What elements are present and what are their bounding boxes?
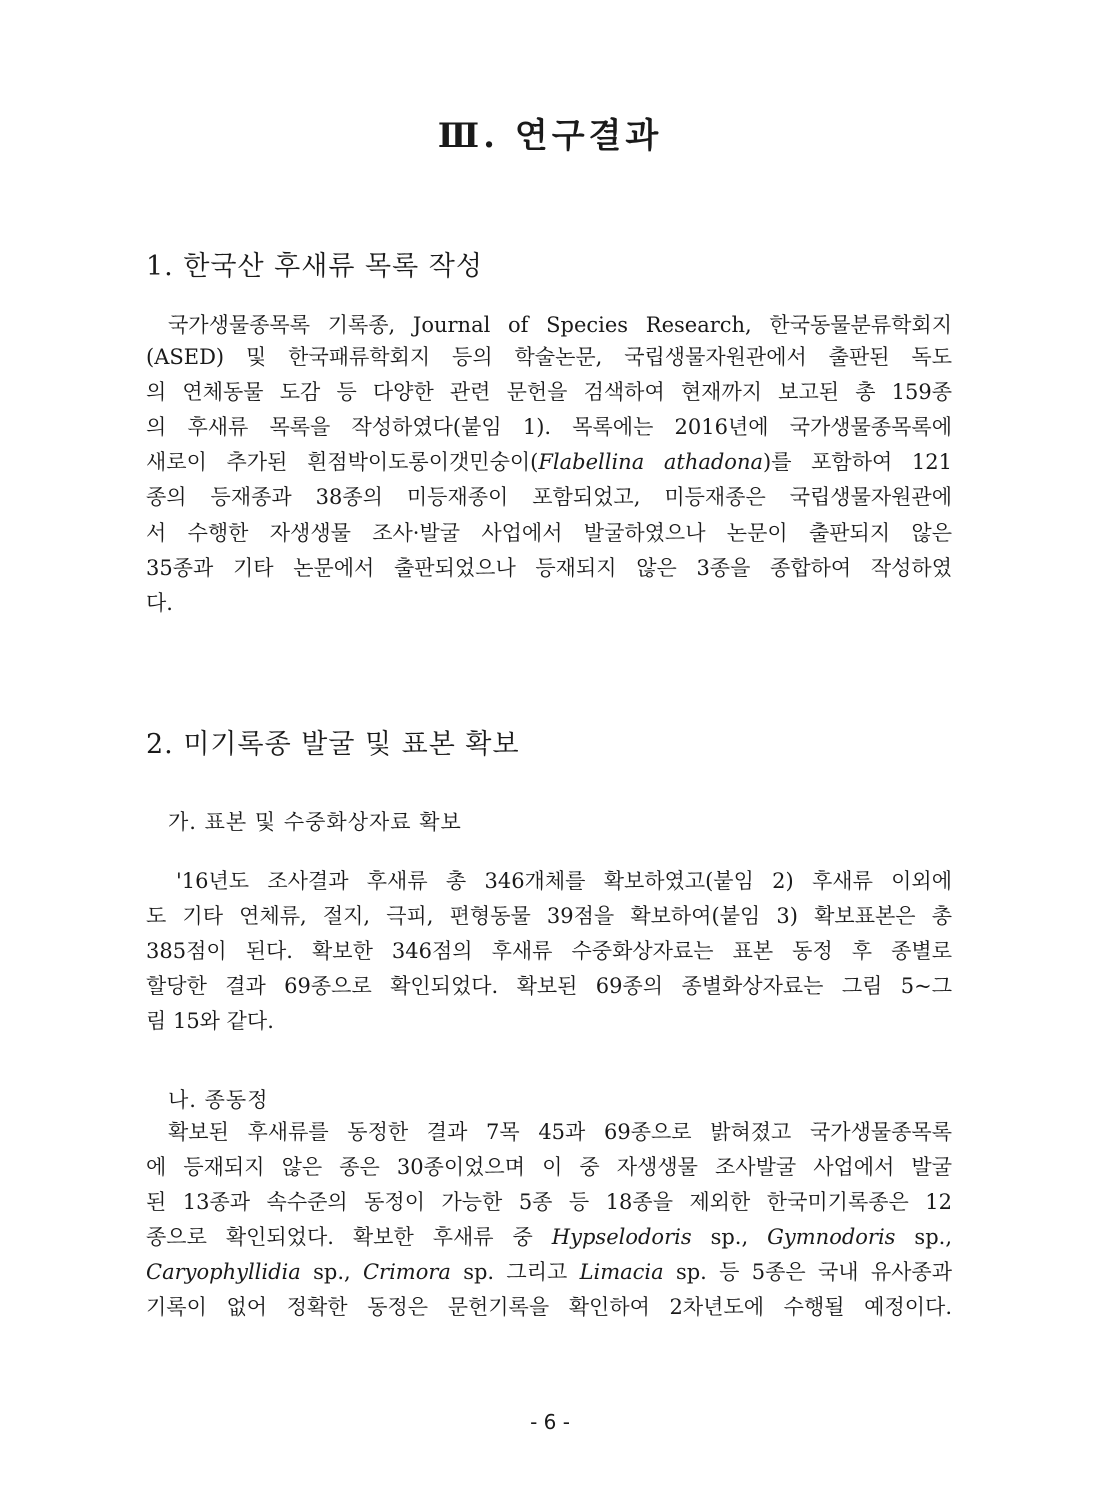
page-number: - 6 - (530, 1410, 570, 1434)
paragraph-line: 국가생물종목록 기록종, Journal of Species Research, 한국동물분류학회지 (168, 313, 952, 337)
paragraph-line: 다. (146, 591, 173, 615)
paragraph-line: 새로이 추가된 흰점박이도롱이갯민숭이(Flabellina athadona)를 포함하여 121 (146, 450, 952, 474)
paragraph-line: 림 15와 같다. (146, 1009, 274, 1033)
paragraph-line: 종으로 확인되었다. 확보한 후새류 중 Hypselodoris sp., Gymnodoris sp., (146, 1225, 953, 1249)
genus-name: Hypselodoris (551, 1225, 692, 1249)
paragraph-line: '16년도 조사결과 후새류 총 346개체를 확보하였고(붙임 2) 후새류 이외에 (176, 869, 952, 893)
paragraph-line: 에 등재되지 않은 종은 30종이었으며 이 중 자생생물 조사발굴 사업에서 발굴 (146, 1155, 952, 1179)
paragraph-line: 할당한 결과 69종으로 확인되었다. 확보된 69종의 종별화상자료는 그림 5~그 (146, 974, 952, 998)
genus-name: Limacia (579, 1260, 664, 1284)
section-heading-2: 2. 미기록종 발굴 및 표본 확보 (146, 729, 520, 760)
genus-name: Crimora (362, 1260, 451, 1284)
species-name: Flabellina athadona (538, 450, 763, 474)
genus-name: Gymnodoris (767, 1225, 896, 1249)
section-heading-1: 1. 한국산 후새류 목록 작성 (146, 251, 483, 282)
paragraph-line: 확보된 후새류를 동정한 결과 7목 45과 69종으로 밝혀졌고 국가생물종목록 (168, 1120, 952, 1144)
paragraph-line: 기록이 없어 정확한 동정은 문헌기록을 확인하여 2차년도에 수행될 예정이다. (146, 1295, 952, 1319)
paragraph-line: Caryophyllidia sp., Crimora sp. 그리고 Limacia sp. 등 5종은 국내 유사종과 (146, 1260, 952, 1284)
paragraph-line: 종의 등재종과 38종의 미등재종이 포함되었고, 미등재종은 국립생물자원관에 (146, 485, 952, 509)
paragraph-line: 385점이 된다. 확보한 346점의 후새류 수중화상자료는 표본 동정 후 종별로 (146, 939, 952, 963)
paragraph-line: 서 수행한 자생생물 조사·발굴 사업에서 발굴하였으나 논문이 출판되지 않은 (146, 521, 952, 545)
paragraph-line: 도 기타 연체류, 절지, 극피, 편형동물 39점을 확보하여(붙임 3) 확보표본은 총 (146, 904, 952, 928)
subsection-heading-a: 가. 표본 및 수중화상자료 확보 (168, 810, 462, 834)
paragraph-line: 의 연체동물 도감 등 다양한 관련 문헌을 검색하여 현재까지 보고된 총 159종 (146, 380, 952, 404)
subsection-heading-b: 나. 종동정 (168, 1088, 269, 1112)
paragraph-line: 35종과 기타 논문에서 출판되었으나 등재되지 않은 3종을 종합하여 작성하였 (146, 556, 952, 580)
genus-name: Caryophyllidia (146, 1260, 301, 1284)
chapter-title: Ⅲ. 연구결과 (437, 116, 663, 156)
paragraph-line: (ASED) 및 한국패류학회지 등의 학술논문, 국립생물자원관에서 출판된 독도 (146, 345, 952, 369)
paragraph-line: 된 13종과 속수준의 동정이 가능한 5종 등 18종을 제외한 한국미기록종은 12 (146, 1190, 952, 1214)
paragraph-line: 의 후새류 목록을 작성하였다(붙임 1). 목록에는 2016년에 국가생물종목록에 (146, 415, 952, 439)
